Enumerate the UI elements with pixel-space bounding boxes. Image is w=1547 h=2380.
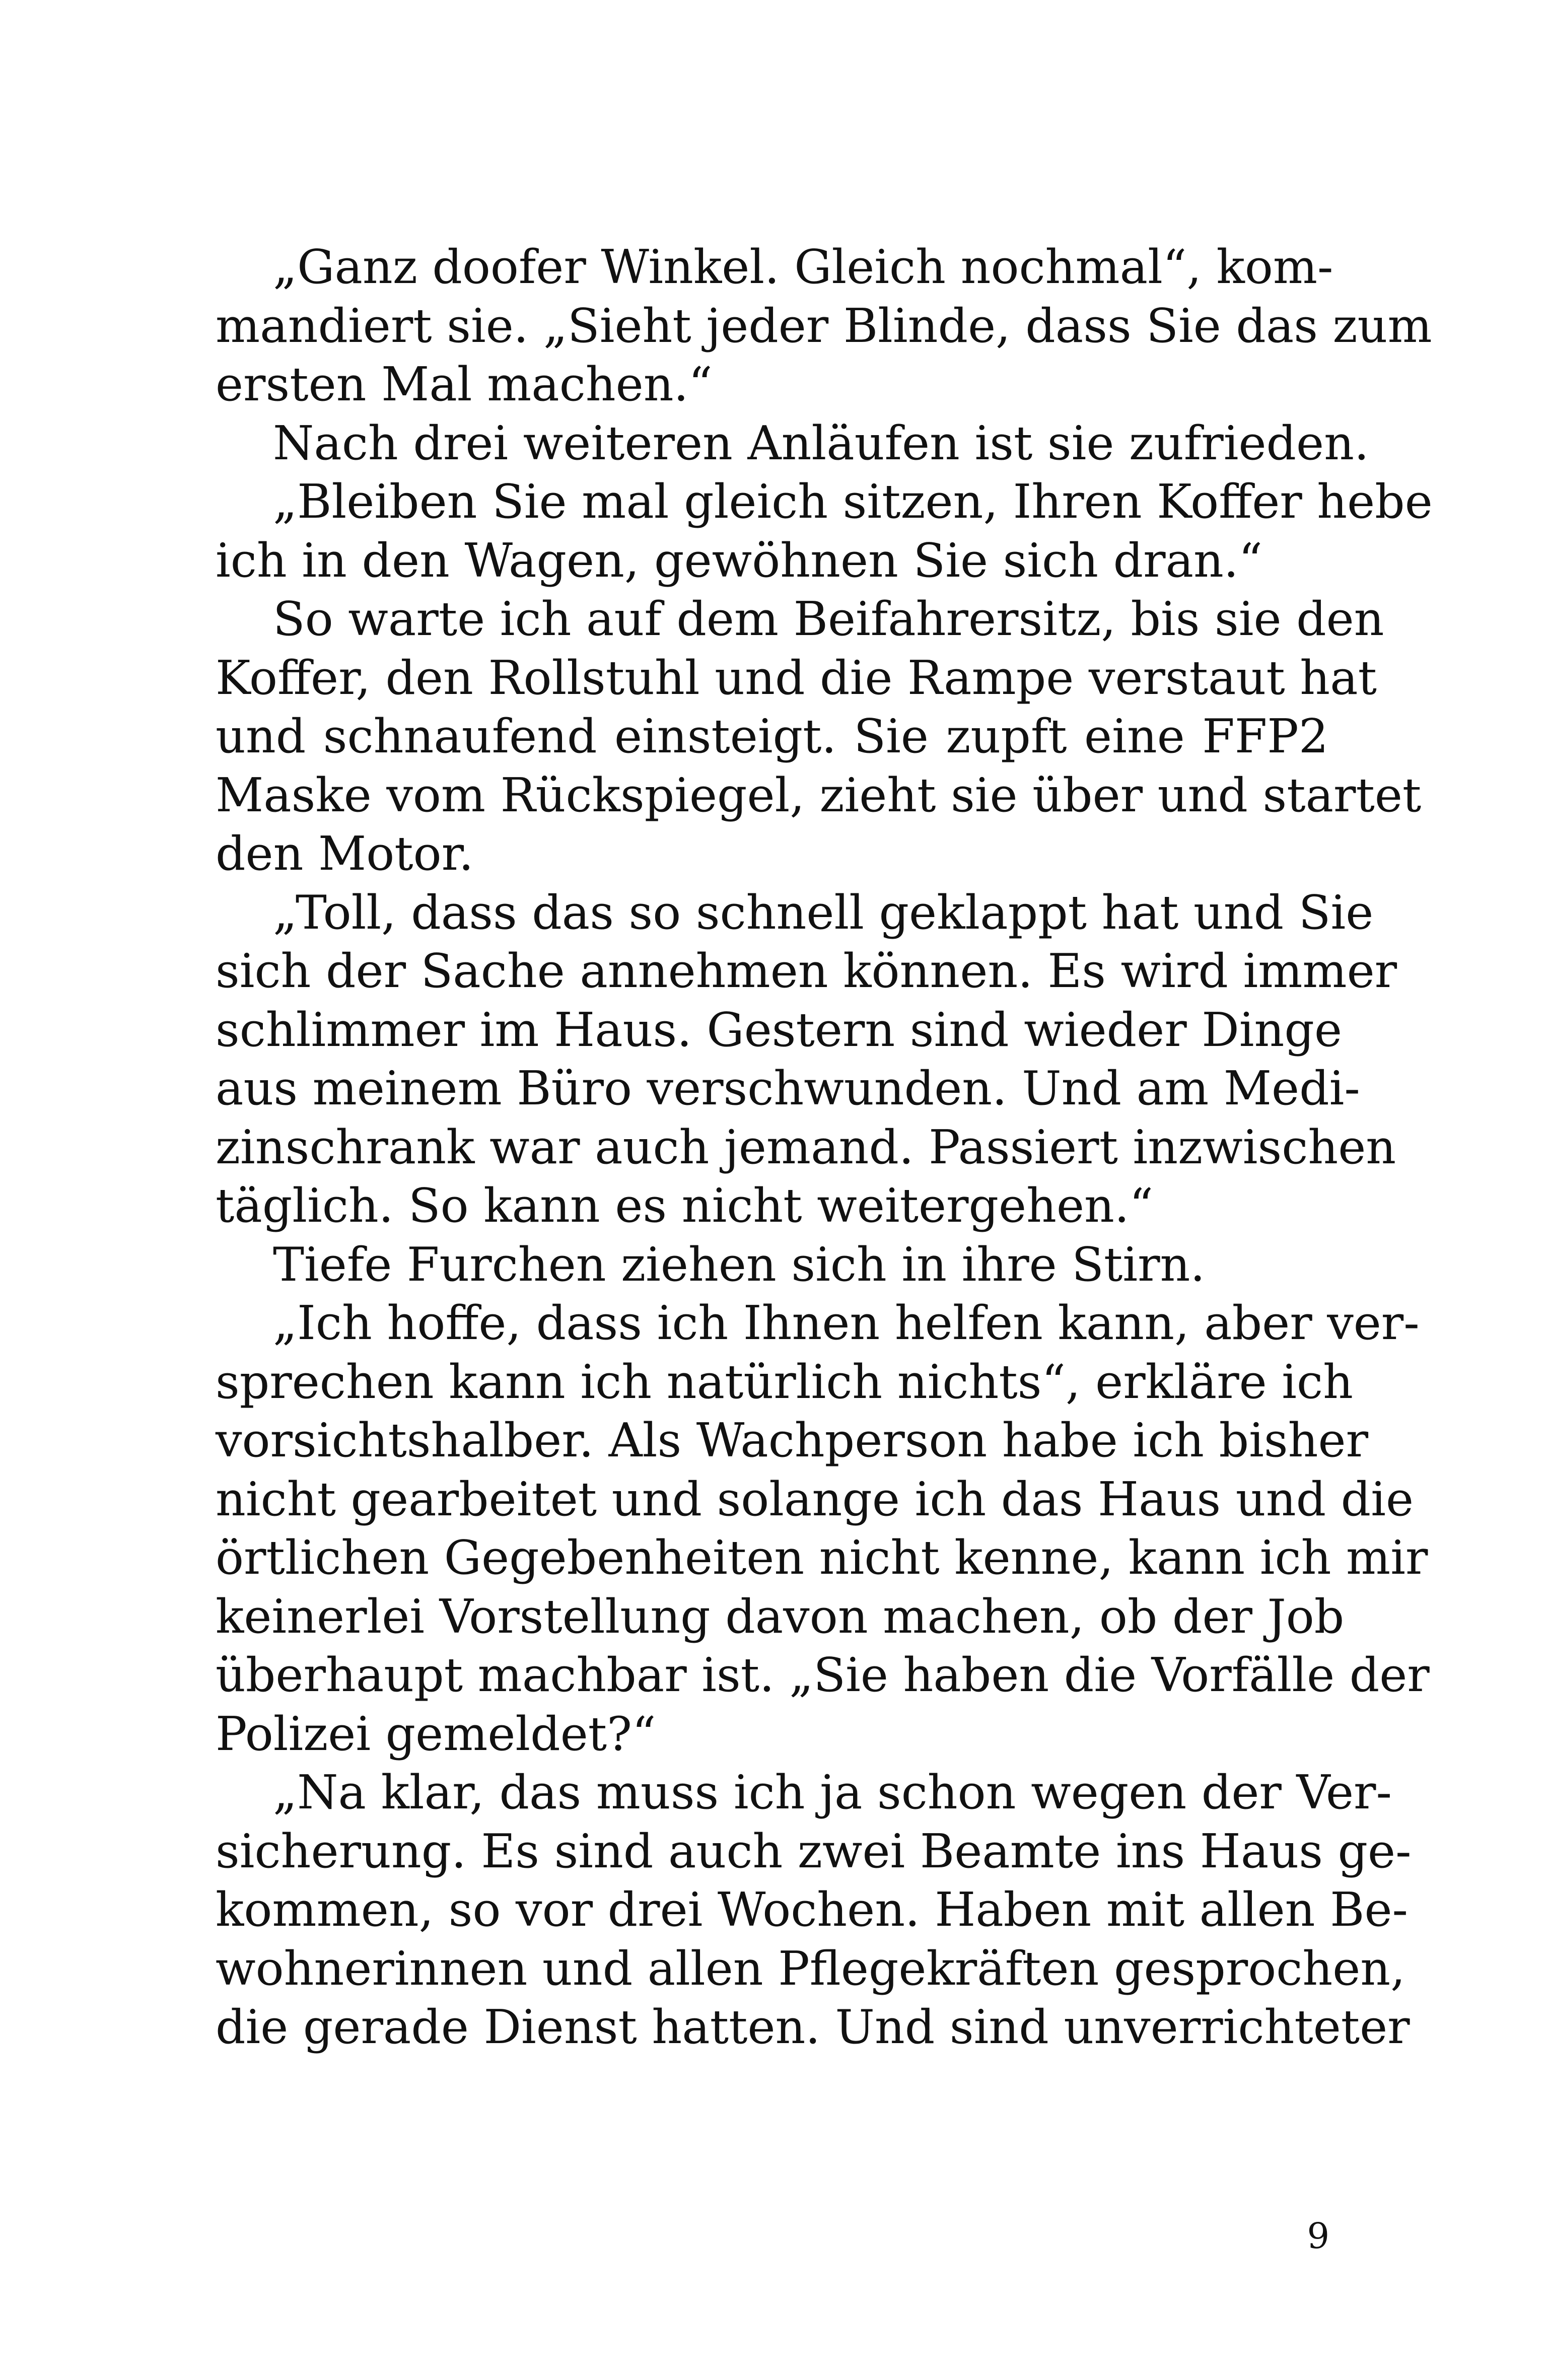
text-line: Polizei gemeldet?“	[216, 1706, 656, 1761]
text-line: täglich. So kann es nicht weitergehen.“	[216, 1178, 1153, 1233]
text-line: und schnaufend einsteigt. Sie zupft eine FFP2	[216, 709, 1328, 763]
text-line: wohnerinnen und allen Pflegekräften gesprochen,	[216, 1941, 1405, 1996]
text-line: den Motor.	[216, 826, 474, 881]
text-line: kommen, so vor drei Wochen. Haben mit allen Be-	[216, 1882, 1408, 1937]
text-line: „Ich hoffe, dass ich Ihnen helfen kann, aber ver-	[273, 1296, 1420, 1350]
text-line: zinschrank war auch jemand. Passiert inzwischen	[216, 1119, 1396, 1174]
text-line: Koffer, den Rollstuhl und die Rampe verstaut hat	[216, 650, 1377, 705]
text-line: Nach drei weiteren Anläufen ist sie zufrieden.	[273, 415, 1369, 470]
text-line: sich der Sache annehmen können. Es wird immer	[216, 944, 1397, 998]
text-line: sprechen kann ich natürlich nichts“, erkläre ich	[216, 1354, 1353, 1409]
text-line: sicherung. Es sind auch zwei Beamte ins Haus ge-	[216, 1824, 1412, 1878]
text-line: Maske vom Rückspiegel, zieht sie über und startet	[216, 767, 1422, 822]
text-line: mandiert sie. „Sieht jeder Blinde, dass Sie das zum	[216, 298, 1432, 353]
text-line: nicht gearbeitet und solange ich das Haus und die	[216, 1472, 1414, 1526]
text-line: So warte ich auf dem Beifahrersitz, bis sie den	[273, 592, 1384, 646]
page-number: 9	[1307, 2215, 1329, 2257]
text-line: ersten Mal machen.“	[216, 357, 713, 411]
body-text	[216, 238, 1433, 2057]
text-line: „Na klar, das muss ich ja schon wegen der Ver-	[273, 1765, 1392, 1819]
text-line: „Toll, dass das so schnell geklappt hat und Sie	[273, 885, 1374, 940]
text-line: vorsichtshalber. Als Wachperson habe ich bisher	[216, 1413, 1369, 1467]
text-line: überhaupt machbar ist. „Sie haben die Vorfälle der	[216, 1648, 1430, 1702]
text-line: ich in den Wagen, gewöhnen Sie sich dran.“	[216, 533, 1263, 588]
text-line: keinerlei Vorstellung davon machen, ob der Job	[216, 1589, 1345, 1644]
text-line: schlimmer im Haus. Gestern sind wieder Dinge	[216, 1002, 1342, 1057]
text-line: die gerade Dienst hatten. Und sind unverrichteter	[216, 2000, 1410, 2054]
text-line: „Ganz doofer Winkel. Gleich nochmal“, kom-	[273, 240, 1333, 294]
text-line: Tiefe Furchen ziehen sich in ihre Stirn.	[273, 1237, 1206, 1292]
text-line: „Bleiben Sie mal gleich sitzen, Ihren Koffer hebe	[273, 474, 1433, 529]
text-line: aus meinem Büro verschwunden. Und am Medi-	[216, 1061, 1360, 1115]
text-line: örtlichen Gegebenheiten nicht kenne, kann ich mir	[216, 1530, 1428, 1585]
